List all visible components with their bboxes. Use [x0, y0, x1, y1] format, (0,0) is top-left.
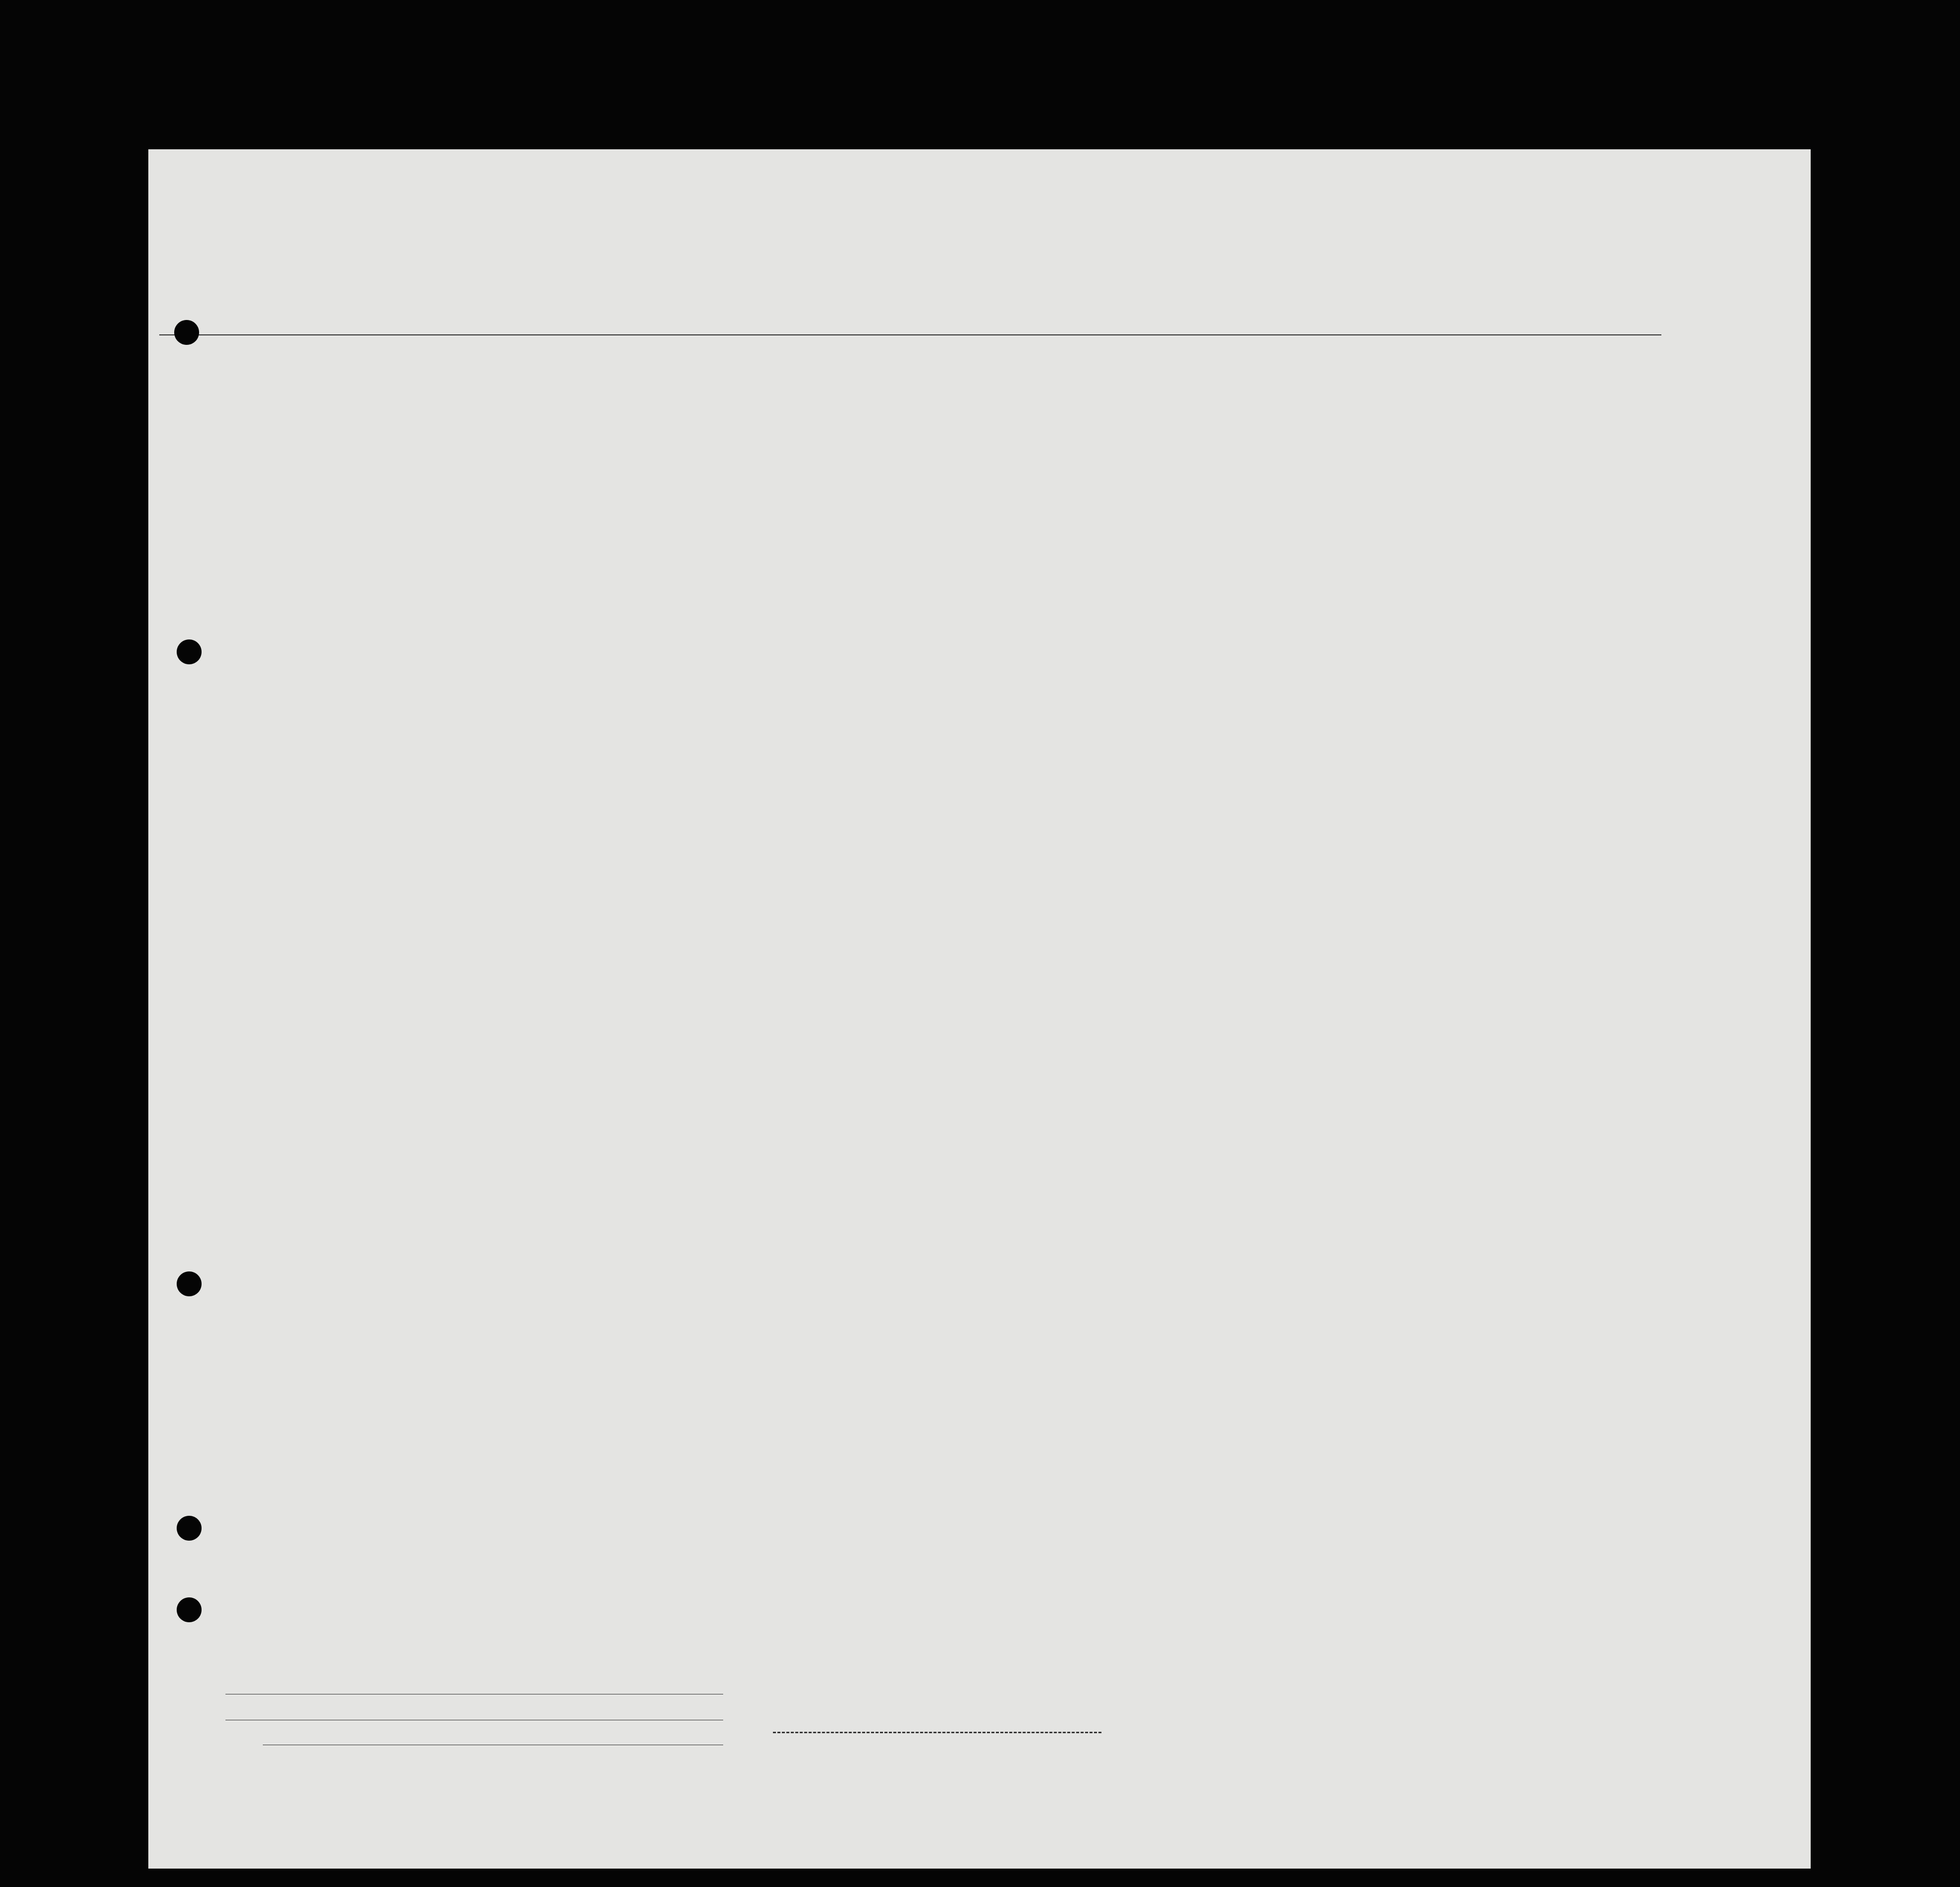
table-grid: [148, 149, 1811, 1869]
punch-hole: [177, 1597, 202, 1622]
punch-hole: [177, 1516, 202, 1541]
inspector-signature-line: [773, 1732, 1101, 1735]
manifest-sheet: [148, 149, 1811, 1869]
punch-hole: [177, 1271, 202, 1296]
punch-hole: [174, 320, 199, 345]
punch-hole: [177, 639, 202, 664]
